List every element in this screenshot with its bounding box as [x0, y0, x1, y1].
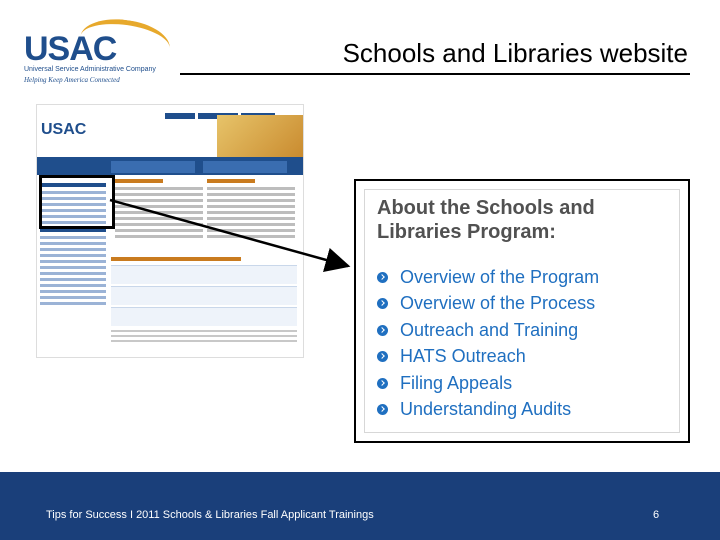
- arrow-bullet-icon: [377, 404, 388, 415]
- thumb-tab: [111, 161, 195, 173]
- list-item[interactable]: [377, 397, 599, 424]
- link-overview-process[interactable]: Overview of the Process: [400, 293, 596, 314]
- arrow-bullet-icon: [377, 272, 388, 283]
- title-rule: [180, 73, 690, 75]
- thumb-logo: USAC: [41, 121, 87, 138]
- highlight-box: [39, 175, 115, 229]
- thumb-news: [111, 257, 297, 328]
- list-item[interactable]: [377, 291, 599, 318]
- program-link-list: [377, 264, 599, 423]
- list-item[interactable]: [377, 370, 599, 397]
- thumb-column: [207, 179, 295, 241]
- link-overview-program[interactable]: Overview of the Program: [400, 266, 600, 287]
- list-item[interactable]: [377, 264, 599, 291]
- page-number: 6: [653, 509, 660, 521]
- usac-logo: [20, 18, 160, 88]
- link-hats-outreach[interactable]: HATS Outreach: [400, 346, 526, 367]
- logo-subtitle: Universal Service Administrative Company: [24, 66, 156, 73]
- website-screenshot: [36, 104, 304, 358]
- link-understanding-audits[interactable]: Understanding Audits: [400, 399, 572, 420]
- footer-text: Tips for Success I 2011 Schools & Libraries Fall Applicant Trainings: [46, 509, 374, 521]
- thumb-search-bar: [165, 107, 285, 115]
- slide-title: Schools and Libraries website: [342, 38, 688, 68]
- zoomed-panel: [354, 179, 690, 443]
- link-filing-appeals[interactable]: Filing Appeals: [400, 372, 513, 393]
- thumb-tab: [203, 161, 287, 173]
- thumb-footer: [111, 327, 297, 345]
- arrow-bullet-icon: [377, 351, 388, 362]
- arrow-bullet-icon: [377, 378, 388, 389]
- logo-name: USAC: [24, 30, 117, 68]
- list-item[interactable]: [377, 317, 599, 344]
- thumb-photo: [217, 115, 303, 159]
- arrow-bullet-icon: [377, 298, 388, 309]
- zoomed-panel-inner: [364, 189, 680, 433]
- footer-bar: [0, 472, 720, 540]
- thumb-column: [115, 179, 203, 241]
- zoomed-heading: About the Schools and Libraries Program:: [377, 197, 595, 243]
- link-outreach-training[interactable]: Outreach and Training: [400, 319, 579, 340]
- list-item[interactable]: [377, 344, 599, 371]
- arrow-bullet-icon: [377, 325, 388, 336]
- logo-tagline: Helping Keep America Connected: [24, 76, 120, 84]
